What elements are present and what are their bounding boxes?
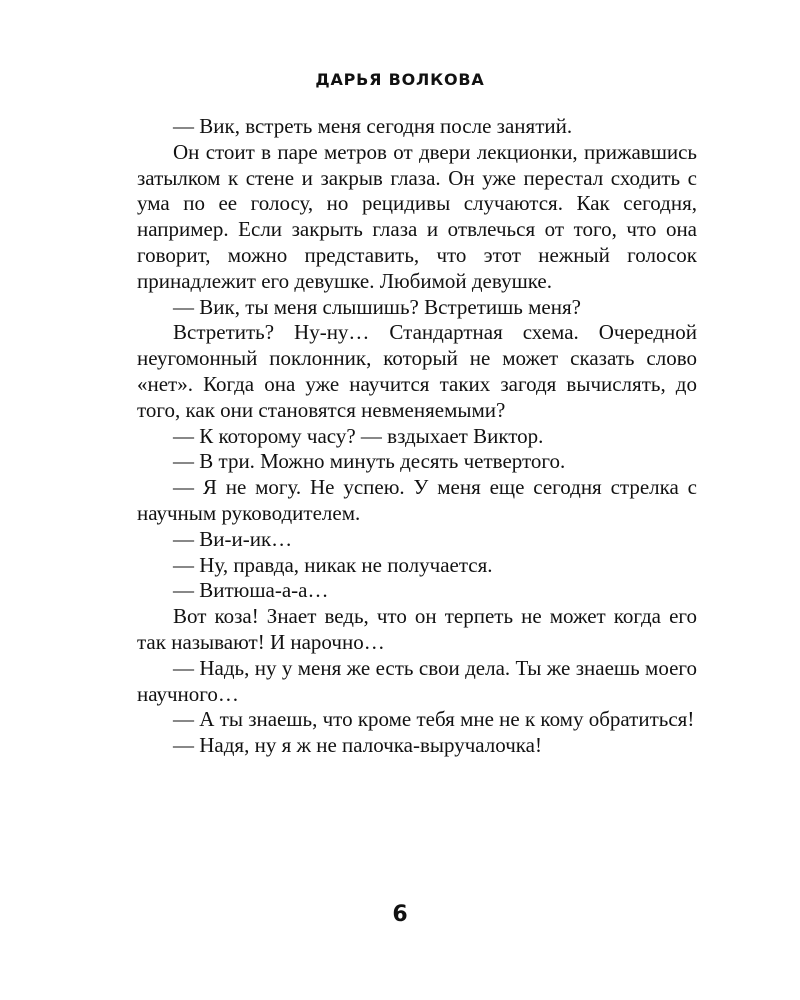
paragraph: — Ви-и-ик… [173,526,293,551]
body-text [137,114,697,759]
paragraph: Он стоит в паре метров от двери лекционки, прижавшись затылком к стене и закрыв глаза. Он уже перестал сходить с ума по ее голосу, но рецидивы случаются. Как сегодня, например. Если закрыть глаза и отвлечься от того, что она говорит, можно представить, что этот нежный голосок принадлежит его девушке. Любимой девушке. [137,139,697,293]
paragraph: Встретить? Ну-ну… Стандартная схема. Очередной неугомонный поклонник, который не может сказать слово «нет». Когда она уже научится таких загодя вычислять, до того, как они становятся невменяемыми? [137,320,697,422]
paragraph: — Вик, встреть меня сегодня после занятий. [173,114,573,138]
paragraph: — К которому часу? — вздыхает Виктор. [173,423,544,448]
paragraph: — Вик, ты меня слышишь? Встретишь меня? [173,294,581,319]
paragraph: — Я не могу. Не успею. У меня еще сегодня стрелка с научным руководителем. [137,475,697,525]
paragraph: — Надь, ну у меня же есть свои дела. Ты же знаешь моего научного… [137,655,697,706]
page-number: 6 [392,902,408,927]
paragraph: Вот коза! Знает ведь, что он терпеть не может когда его так называют! И нарочно… [137,604,697,654]
paragraph: — Ну, правда, никак не получается. [173,552,493,577]
paragraph: — Витюша-а-а… [173,578,329,603]
paragraph: — В три. Можно минуть десять четвертого. [173,449,566,474]
running-header-author: ДАРЬЯ ВОЛКОВА [315,70,485,89]
paragraph: — Надя, ну я ж не палочка-выручалочка! [173,733,542,758]
paragraph: — А ты знаешь, что кроме тебя мне не к кому обратиться! [173,707,695,732]
